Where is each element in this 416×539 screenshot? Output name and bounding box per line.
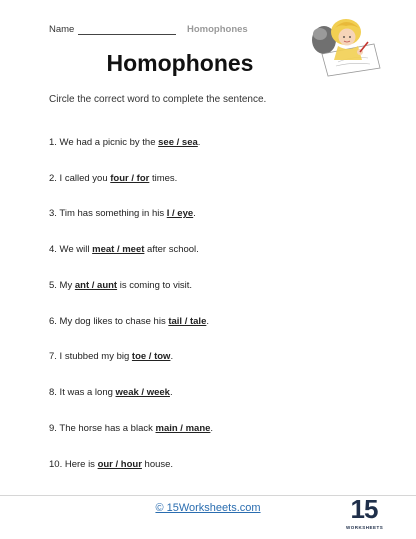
instructions: Circle the correct word to complete the sentence. [49, 94, 267, 105]
answer-choice[interactable]: main / mane [155, 423, 211, 434]
answer-choice[interactable]: meat / meet [92, 244, 145, 255]
question-text: 1. We had a picnic by the [49, 137, 159, 148]
question-text: . [170, 351, 174, 362]
question-1 [49, 137, 200, 148]
logo-word: WORKSHEETS [346, 525, 384, 530]
question-text: 10. Here is [49, 459, 98, 470]
question-text: 4. We will [49, 244, 93, 255]
answer-choice[interactable]: see / sea [158, 137, 198, 148]
page-title: Homophones [106, 50, 254, 76]
name-line [78, 34, 176, 35]
answer-choice[interactable]: four / for [110, 173, 150, 184]
question-text: after school. [144, 244, 199, 255]
answer-choice[interactable]: weak / week [115, 387, 170, 398]
question-7 [49, 351, 173, 362]
question-text: 3. Tim has something in his [49, 208, 167, 219]
question-6 [49, 316, 209, 327]
answer-choice[interactable]: tail / tale [168, 316, 207, 327]
question-3 [49, 208, 196, 219]
question-text: . [206, 316, 209, 327]
question-text: 8. It was a long [49, 387, 116, 398]
question-5 [49, 280, 192, 291]
question-text: 6. My dog likes to chase his [49, 316, 169, 327]
logo-number: 15 [350, 494, 378, 524]
question-text: . [210, 423, 214, 434]
question-9 [49, 423, 213, 434]
answer-choice[interactable]: I / eye [166, 208, 194, 219]
question-2 [49, 173, 177, 184]
question-text: house. [141, 459, 174, 470]
question-text: . [197, 137, 201, 148]
question-text: 7. I stubbed my big [49, 351, 132, 362]
header-tag: Homophones [187, 24, 248, 35]
footer-link[interactable]: © 15Worksheets.com [155, 502, 261, 514]
question-text: . [169, 387, 173, 398]
question-text: . [193, 208, 196, 219]
question-10 [49, 459, 173, 470]
name-row [49, 24, 74, 35]
answer-choice[interactable]: ant / aunt [74, 280, 118, 291]
logo [346, 494, 382, 536]
question-text: is coming to visit. [117, 280, 193, 291]
question-text: times. [149, 173, 178, 184]
question-8 [49, 387, 173, 398]
question-4 [49, 244, 199, 255]
answer-choice[interactable]: our / hour [97, 459, 142, 470]
answer-choice[interactable]: toe / tow [131, 351, 171, 362]
name-label: Name [49, 24, 75, 35]
question-text: 2. I called you [49, 173, 111, 184]
question-text: 9. The horse has a black [49, 423, 156, 434]
question-text: 5. My [49, 280, 75, 291]
